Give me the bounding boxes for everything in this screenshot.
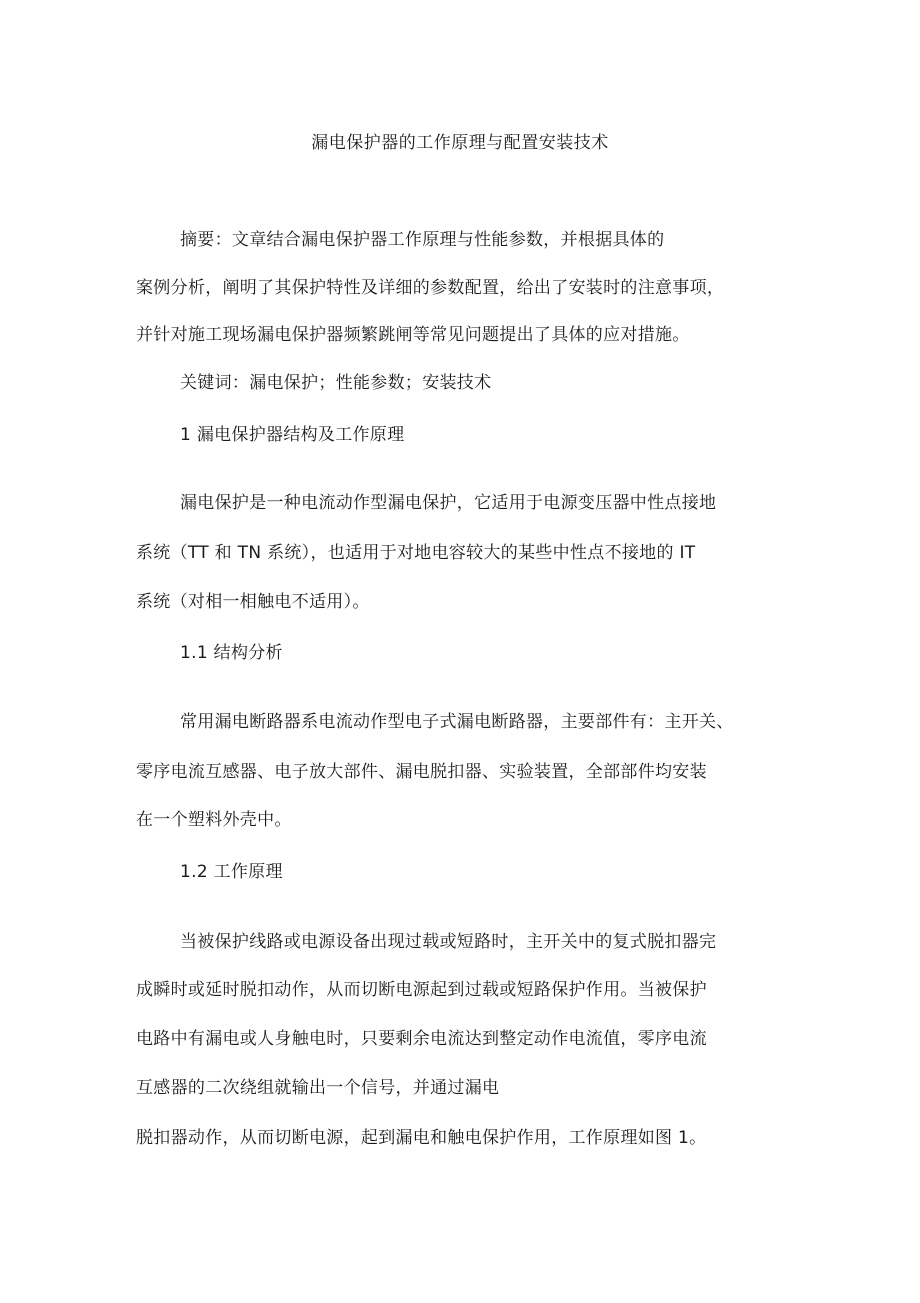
abstract-line-3: 并针对施工现场漏电保护器频繁跳闸等常见问题提出了具体的应对措施。 xyxy=(136,325,690,345)
section-1-2-paragraph-line-4: 互感器的二次绕组就输出一个信号，并通过漏电 xyxy=(136,1078,500,1098)
section-1-1-paragraph-line-3: 在一个塑料外壳中。 xyxy=(136,810,292,830)
section-1-2-paragraph-line-5: 脱扣器动作，从而切断电源，起到漏电和触电保护作用，工作原理如图 1。 xyxy=(136,1128,707,1148)
section-1-2-paragraph-line-1: 当被保护线路或电源设备出现过载或短路时，主开关中的复式脱扣器完 xyxy=(180,932,717,952)
section-1-1-paragraph-line-1: 常用漏电断路器系电流动作型电子式漏电断路器，主要部件有：主开关、 xyxy=(180,712,734,732)
section-1-paragraph-line-3: 系统（对相一相触电不适用）。 xyxy=(136,592,370,612)
abstract-line-2: 案例分析，阐明了其保护特性及详细的参数配置，给出了安装时的注意事项， xyxy=(136,278,725,298)
abstract-line-1: 摘要：文章结合漏电保护器工作原理与性能参数，并根据具体的 xyxy=(180,230,665,250)
section-1-paragraph-line-2: 系统（TT 和 TN 系统），也适用于对地电容较大的某些中性点不接地的 IT xyxy=(136,543,696,563)
section-1-2-paragraph-line-2: 成瞬时或延时脱扣动作，从而切断电源起到过载或短路保护作用。当被保护 xyxy=(136,980,707,1000)
section-1-2-paragraph-line-3: 电路中有漏电或人身触电时，只要剩余电流达到整定动作电流值，零序电流 xyxy=(136,1029,707,1049)
section-1-2-heading: 1.2 工作原理 xyxy=(180,862,283,882)
section-1-1-paragraph-line-2: 零序电流互感器、电子放大部件、漏电脱扣器、实验装置，全部部件均安装 xyxy=(136,762,707,782)
section-1-heading: 1 漏电保护器结构及工作原理 xyxy=(180,425,405,445)
section-1-1-heading: 1.1 结构分析 xyxy=(180,643,283,663)
document-title: 漏电保护器的工作原理与配置安装技术 xyxy=(311,133,609,153)
keywords-line: 关键词：漏电保护；性能参数；安装技术 xyxy=(180,373,492,393)
section-1-paragraph-line-1: 漏电保护是一种电流动作型漏电保护，它适用于电源变压器中性点接地 xyxy=(180,493,717,513)
